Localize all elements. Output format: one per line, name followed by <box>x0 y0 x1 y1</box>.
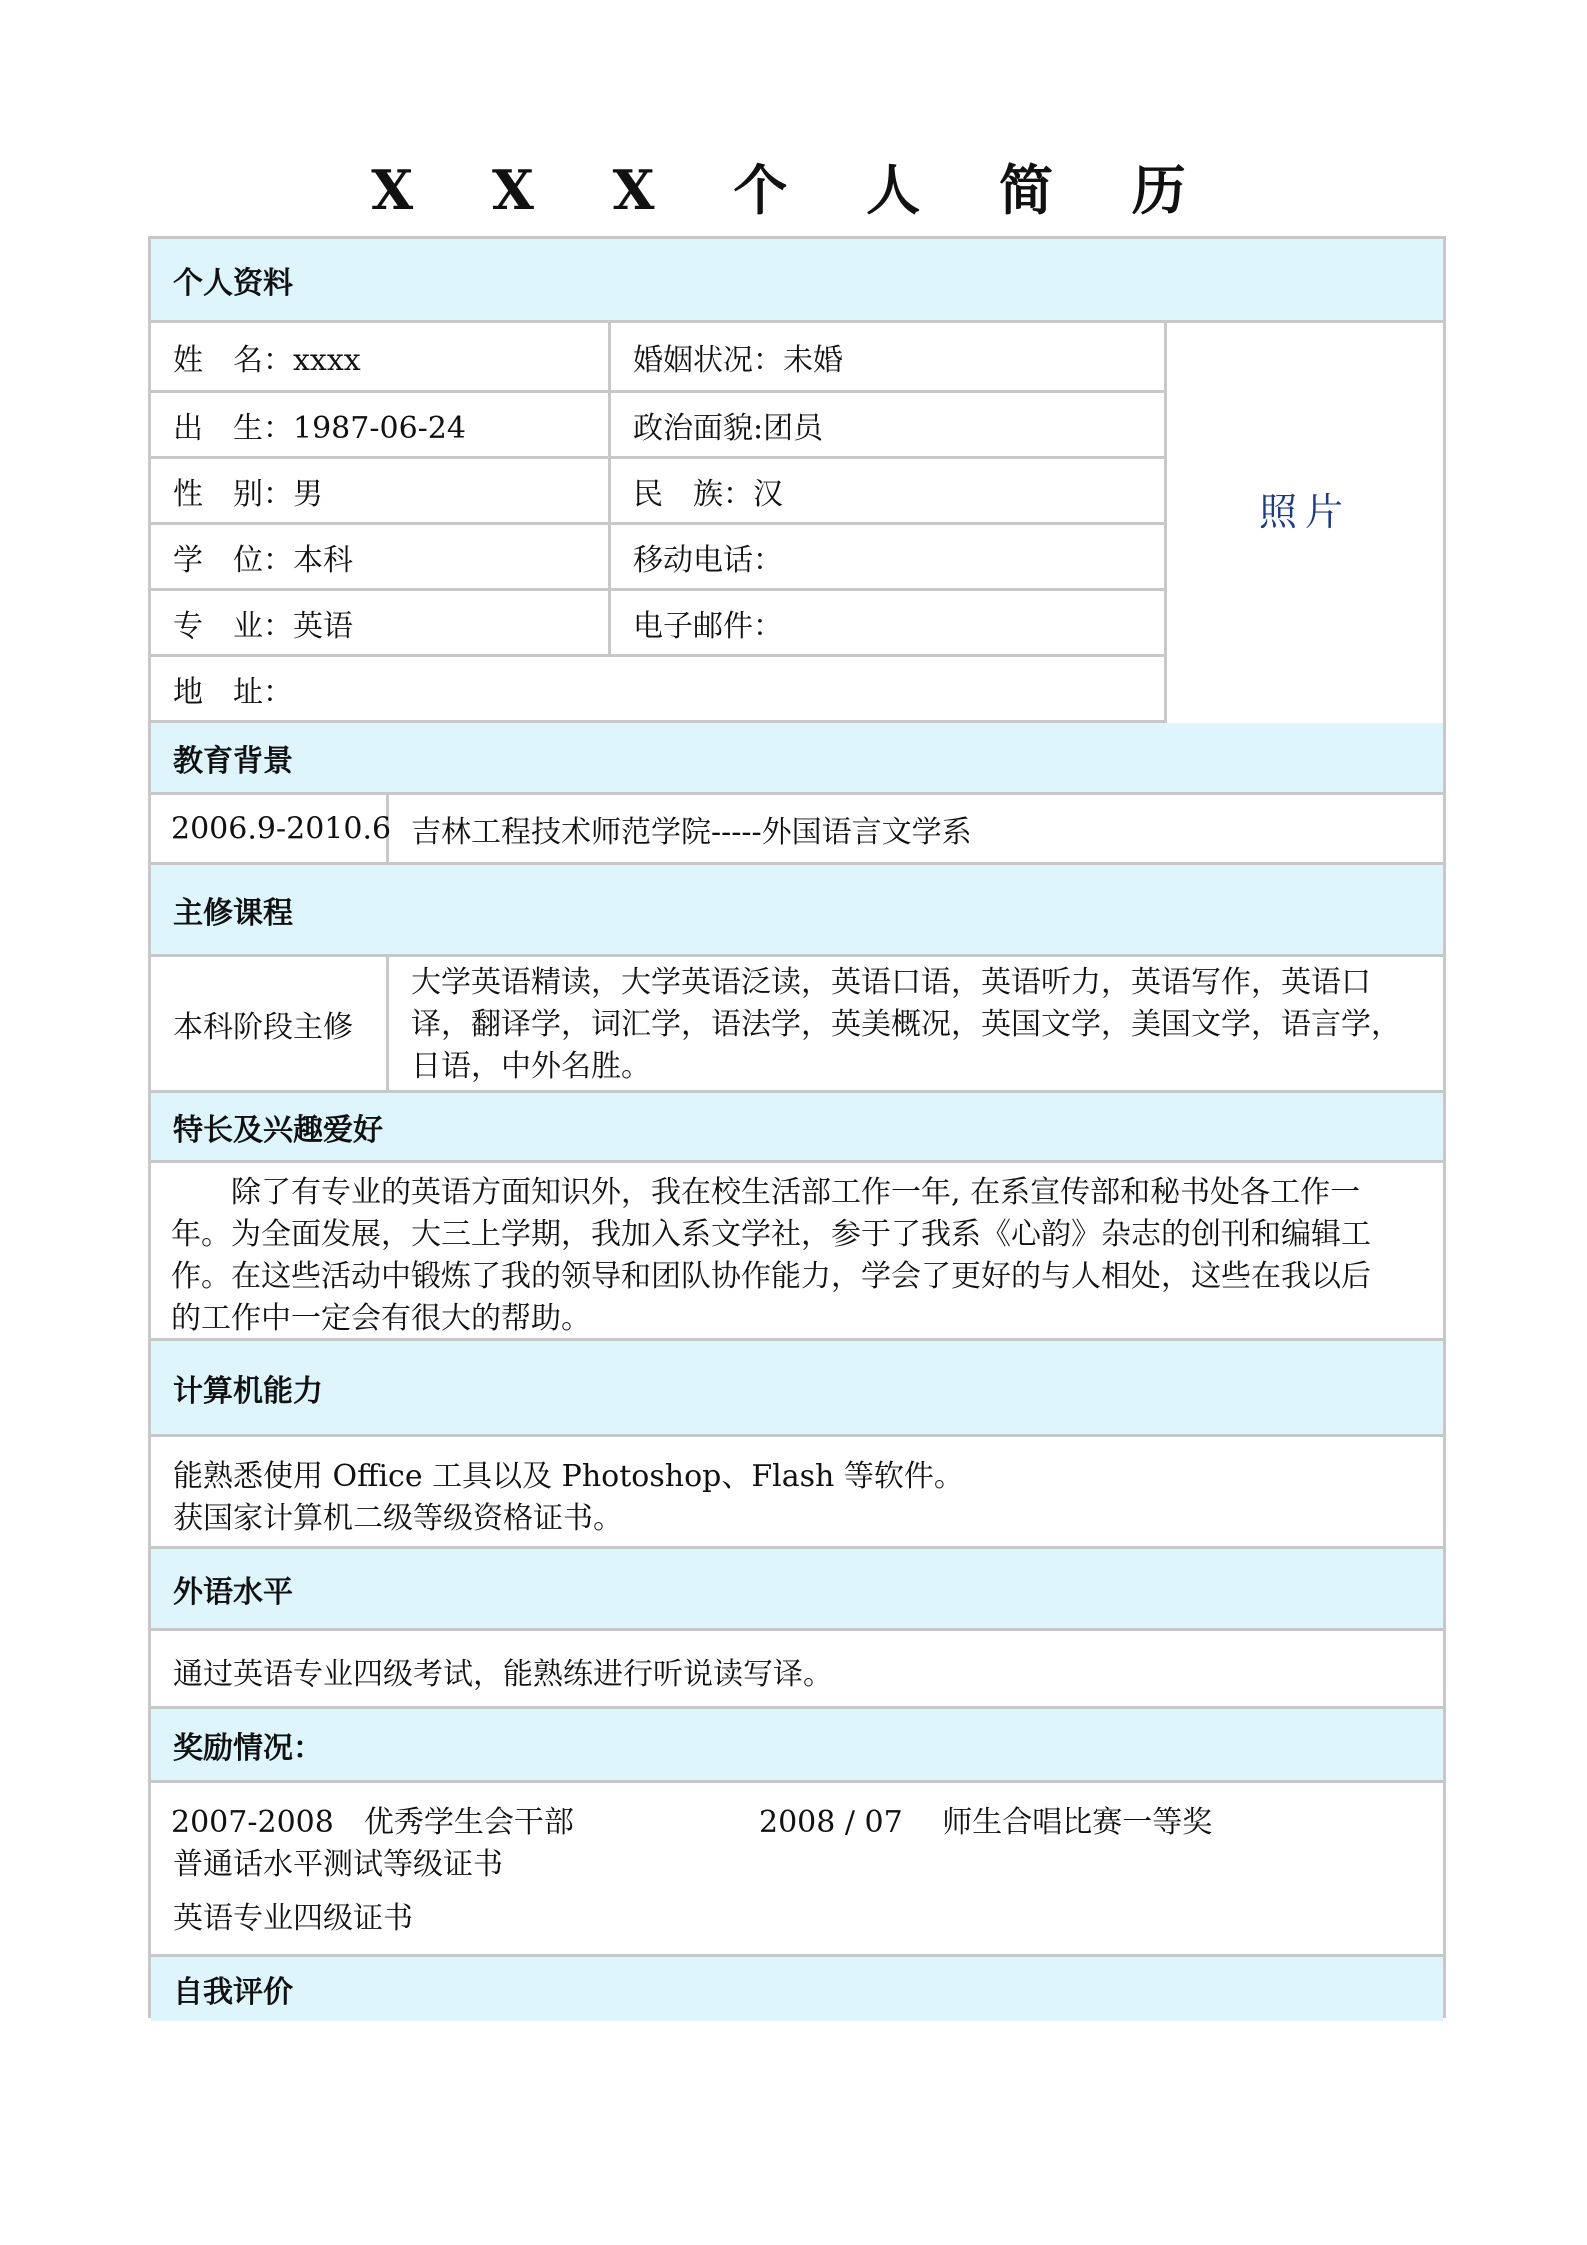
personal-row-1 <box>151 323 1167 393</box>
education-school-cell: 吉林工程技术师范学院-----外国语言文学系 <box>411 814 972 850</box>
section-title: 主修课程 <box>173 895 293 931</box>
political-cell: 政治面貌:团员 <box>611 393 1167 456</box>
major-cell: 专 业：英语 <box>151 591 611 654</box>
marital-cell: 婚姻状况：未婚 <box>611 323 1167 390</box>
computer-line-1: 能熟悉使用 Office 工具以及 Photoshop、Flash 等软件。 <box>173 1459 964 1494</box>
section-title: 奖励情况： <box>173 1730 323 1766</box>
section-header-self <box>151 1957 1443 2021</box>
mobile-cell: 移动电话： <box>611 525 1167 588</box>
computer-line-2: 获国家计算机二级等级资格证书。 <box>173 1501 623 1536</box>
award-item-3: 普通话水平测试等级证书 <box>173 1847 503 1882</box>
hobbies-row <box>151 1163 1443 1341</box>
award-item-2: 2008 / 07 师生合唱比赛一等奖 <box>759 1805 1213 1840</box>
computer-row <box>151 1437 1443 1549</box>
award-item-4: 英语专业四级证书 <box>173 1901 413 1936</box>
section-title: 自我评价 <box>173 1975 293 2010</box>
section-header-courses <box>151 865 1443 957</box>
section-header-hobbies <box>151 1093 1443 1163</box>
section-title: 特长及兴趣爱好 <box>173 1112 383 1148</box>
section-header-personal <box>151 239 1443 323</box>
personal-row-6 <box>151 657 1167 723</box>
ethnicity-cell: 民 族：汉 <box>611 459 1167 522</box>
education-row <box>151 795 1443 865</box>
courses-label-cell: 本科阶段主修 <box>151 957 389 1090</box>
address-cell: 地 址： <box>151 657 1167 720</box>
photo-placeholder <box>1167 323 1443 723</box>
gender-cell: 性 别：男 <box>151 459 611 522</box>
section-header-education <box>151 723 1443 795</box>
courses-list-cell <box>389 957 1443 1090</box>
section-header-language <box>151 1549 1443 1631</box>
language-text: 通过英语专业四级考试，能熟练进行听说读写译。 <box>173 1657 833 1692</box>
courses-row <box>151 957 1443 1093</box>
photo-label: 照片 <box>1258 489 1351 534</box>
degree-cell: 学 位：本科 <box>151 525 611 588</box>
education-period-cell: 2006.9-2010.6 <box>151 795 389 862</box>
section-title: 外语水平 <box>173 1574 293 1610</box>
hobbies-line-3: 作。在这些活动中锻炼了我的领导和团队协作能力，学会了更好的与人相处，这些在我以后 <box>171 1259 1371 1294</box>
name-cell: 姓 名：xxxx <box>151 323 611 390</box>
personal-row-5 <box>151 591 1167 657</box>
resume-table <box>148 236 1446 2018</box>
hobbies-line-2: 年。为全面发展，大三上学期，我加入系文学社，参于了我系《心韵》杂志的创刊和编辑工 <box>171 1217 1371 1252</box>
birth-cell: 出 生：1987-06-24 <box>151 393 611 456</box>
section-header-computer <box>151 1341 1443 1437</box>
hobbies-line-4: 的工作中一定会有很大的帮助。 <box>171 1301 591 1336</box>
personal-row-3 <box>151 459 1167 525</box>
language-row <box>151 1631 1443 1709</box>
section-title: 计算机能力 <box>173 1373 323 1409</box>
section-title: 教育背景 <box>173 743 293 779</box>
personal-row-4 <box>151 525 1167 591</box>
courses-line-1: 大学英语精读，大学英语泛读，英语口语，英语听力，英语写作，英语口 <box>411 965 1371 1000</box>
hobbies-line-1: 除了有专业的英语方面知识外，我在校生活部工作一年, 在系宣传部和秘书处各工作一 <box>171 1175 1361 1210</box>
courses-line-2: 译，翻译学，词汇学，语法学，英美概况，英国文学，美国文学，语言学， <box>411 1007 1401 1042</box>
personal-row-2 <box>151 393 1167 459</box>
courses-line-3: 日语，中外名胜。 <box>411 1049 651 1084</box>
email-cell: 电子邮件： <box>611 591 1167 654</box>
section-title: 个人资料 <box>173 265 293 301</box>
resume-title: X X X 个 人 简 历 <box>371 158 1216 222</box>
awards-row <box>151 1783 1443 1957</box>
award-item-1: 2007-2008 优秀学生会干部 <box>171 1805 574 1840</box>
section-header-awards <box>151 1709 1443 1783</box>
